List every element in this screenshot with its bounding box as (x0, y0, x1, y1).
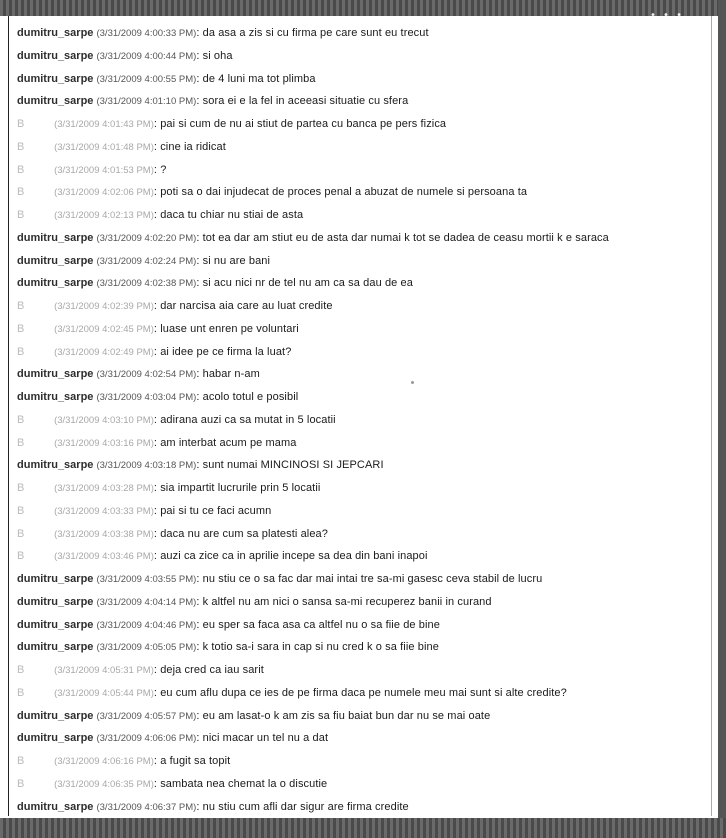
chat-message: dumitru_sarpe (3/31/2009 4:02:24 PM): si nu are bani (17, 254, 271, 267)
message-sender: B (17, 300, 25, 312)
chat-message: B (3/31/2009 4:01:53 PM): ? (17, 159, 707, 182)
message-sender: B (17, 413, 25, 426)
chat-message: dumitru_sarpe (3/31/2009 4:02:20 PM): tot ea dar am stiut eu de asta dar numai k tot se dadea de ceasu mortii k e saraca (17, 231, 609, 244)
chat-message: B (3/31/2009 4:03:28 PM): sia impartit lucrurile prin 5 locatii (17, 477, 707, 500)
message-sender: B (17, 209, 25, 221)
chat-message: dumitru_sarpe (3/31/2009 4:00:44 PM): si oha (17, 49, 233, 62)
message-timestamp: (3/31/2009 4:01:43 PM) (54, 119, 154, 130)
message-timestamp: (3/31/2009 4:05:44 PM) (54, 687, 154, 699)
chat-message: B (3/31/2009 4:03:33 PM): pai si tu ce faci acumn (17, 500, 707, 523)
message-timestamp: (3/31/2009 4:02:39 PM) (54, 301, 154, 312)
chat-message: B (3/31/2009 4:02:39 PM): dar narcisa aia care au luat credite (17, 295, 707, 318)
message-text: acolo totul e posibil (202, 391, 299, 403)
chat-message: dumitru_sarpe (3/31/2009 4:06:37 PM): nu stiu cum afli dar sigur are firma credite (17, 800, 409, 813)
message-sender: B (17, 527, 25, 540)
message-timestamp: (3/31/2009 4:05:05 PM) (96, 642, 197, 654)
message-sender: B (17, 118, 25, 130)
message-sender: dumitru_sarpe (17, 709, 94, 722)
chat-message: dumitru_sarpe (3/31/2009 4:00:55 PM): de 4 luni ma tot plimba (17, 72, 316, 85)
message-sender: dumitru_sarpe (17, 800, 94, 813)
message-text: am interbat acum pe mama (160, 436, 297, 449)
message-text: auzi ca zice ca in aprilie incepe sa dea din bani inapoi (160, 550, 428, 563)
message-sender: dumitru_sarpe (17, 595, 94, 608)
message-sender: dumitru_sarpe (17, 49, 94, 62)
message-sender: dumitru_sarpe (17, 368, 94, 381)
message-sender: B (17, 664, 25, 676)
message-sender: dumitru_sarpe (17, 254, 94, 267)
message-text: sia impartit lucrurile prin 5 locatii (160, 482, 321, 494)
message-text: si nu are bani (202, 254, 271, 267)
message-timestamp: (3/31/2009 4:03:16 PM) (54, 437, 154, 449)
message-text: a fugit sa topit (160, 755, 231, 767)
message-sender: B (17, 482, 25, 494)
message-timestamp: (3/31/2009 4:05:31 PM) (54, 665, 154, 676)
message-sender: dumitru_sarpe (17, 72, 94, 85)
message-text: tot ea dar am stiut eu de asta dar numai k tot se dadea de ceasu mortii k e saraca (202, 231, 609, 244)
message-timestamp: (3/31/2009 4:01:53 PM) (54, 164, 154, 176)
message-text: da asa a zis si cu firma pe care sunt eu trecut (202, 27, 429, 39)
message-text: eu sper sa faca asa ca altfel nu o sa fiie de bine (202, 618, 440, 631)
message-text: si acu nici nr de tel nu am ca sa dau de ea (202, 277, 413, 290)
message-sender: dumitru_sarpe (17, 391, 94, 403)
message-timestamp: (3/31/2009 4:02:06 PM) (54, 187, 154, 199)
message-timestamp: (3/31/2009 4:03:10 PM) (54, 414, 154, 426)
chat-message: dumitru_sarpe (3/31/2009 4:04:46 PM): eu sper sa faca asa ca altfel nu o sa fiie de bine (17, 618, 440, 631)
message-text: eu cum aflu dupa ce ies de pe firma daca pe numele meu mai sunt si alte credite? (160, 686, 567, 699)
chat-message: B (3/31/2009 4:05:31 PM): deja cred ca iau sarit (17, 659, 707, 682)
chat-message: B (3/31/2009 4:03:38 PM): daca nu are cum sa platesti alea? (17, 523, 707, 546)
message-list (17, 22, 707, 816)
chat-message: dumitru_sarpe (3/31/2009 4:02:38 PM): si acu nici nr de tel nu am ca sa dau de ea (17, 277, 413, 290)
message-text: k totio sa-i sara in cap si nu cred k o sa fiie bine (202, 641, 439, 654)
message-timestamp: (3/31/2009 4:03:38 PM) (54, 528, 154, 540)
message-sender: dumitru_sarpe (17, 641, 94, 654)
chat-message: dumitru_sarpe (3/31/2009 4:03:04 PM): acolo totul e posibil (17, 391, 299, 403)
message-timestamp: (3/31/2009 4:06:37 PM) (96, 801, 197, 813)
message-timestamp: (3/31/2009 4:03:33 PM) (54, 505, 154, 517)
message-timestamp: (3/31/2009 4:03:46 PM) (54, 551, 154, 563)
chat-log-panel[interactable] (8, 16, 712, 816)
message-sender: B (17, 186, 25, 199)
message-timestamp: (3/31/2009 4:00:55 PM) (96, 73, 197, 85)
message-sender: B (17, 686, 25, 699)
message-timestamp: (3/31/2009 4:03:55 PM) (96, 574, 197, 585)
chat-message: B (3/31/2009 4:05:44 PM): eu cum aflu dupa ce ies de pe firma daca pe numele meu mai sunt si alte credite? (17, 682, 707, 705)
message-sender: B (17, 163, 25, 176)
message-text: eu am lasat-o k am zis sa fiu baiat bun dar nu se mai oate (202, 709, 491, 722)
message-timestamp: (3/31/2009 4:03:28 PM) (54, 483, 154, 494)
chat-message: dumitru_sarpe (3/31/2009 4:05:05 PM): k totio sa-i sara in cap si nu cred k o sa fiie bine (17, 641, 439, 654)
message-sender: dumitru_sarpe (17, 27, 94, 39)
chat-message: B (3/31/2009 4:02:13 PM): daca tu chiar nu stiai de asta (17, 204, 707, 227)
message-sender: dumitru_sarpe (17, 231, 94, 244)
message-text: nu stiu ce o sa fac dar mai intai tre sa-mi gasesc ceva stabil de lucru (202, 573, 543, 585)
message-sender: B (17, 504, 25, 517)
message-text: cine ia ridicat (160, 140, 226, 153)
message-sender: B (17, 550, 25, 563)
message-timestamp: (3/31/2009 4:02:20 PM) (96, 232, 197, 244)
window-top-bar (0, 0, 726, 16)
chat-message: dumitru_sarpe (3/31/2009 4:03:55 PM): nu stiu ce o sa fac dar mai intai tre sa-mi gasesc ceva stabil de lucru (17, 573, 543, 585)
message-timestamp: (3/31/2009 4:00:33 PM) (96, 28, 197, 39)
message-timestamp: (3/31/2009 4:05:57 PM) (96, 710, 197, 722)
message-sender: dumitru_sarpe (17, 277, 94, 290)
message-text: sunt numai MINCINOSI SI JEPCARI (202, 459, 384, 472)
chat-message: B (3/31/2009 4:01:48 PM): cine ia ridicat (17, 136, 707, 159)
message-timestamp: (3/31/2009 4:03:04 PM) (96, 392, 197, 403)
chat-message: B (3/31/2009 4:03:10 PM): adirana auzi ca sa mutat in 5 locatii (17, 409, 707, 432)
message-sender: B (17, 777, 25, 790)
chat-message: dumitru_sarpe (3/31/2009 4:00:33 PM): da asa a zis si cu firma pe care sunt eu trecut (17, 27, 429, 39)
message-text: deja cred ca iau sarit (160, 664, 264, 676)
chat-message: dumitru_sarpe (3/31/2009 4:03:18 PM): sunt numai MINCINOSI SI JEPCARI (17, 459, 384, 472)
chat-message: dumitru_sarpe (3/31/2009 4:06:06 PM): nici macar un tel nu a dat (17, 732, 329, 745)
message-sender: dumitru_sarpe (17, 459, 94, 472)
chat-message: B (3/31/2009 4:02:06 PM): poti sa o dai injudecat de proces penal a abuzat de numele si persoana ta (17, 181, 707, 204)
window-bottom-bar (0, 818, 726, 838)
message-text: poti sa o dai injudecat de proces penal a abuzat de numele si persoana ta (160, 186, 528, 199)
message-timestamp: (3/31/2009 4:00:44 PM) (96, 50, 197, 62)
message-timestamp: (3/31/2009 4:01:48 PM) (54, 141, 154, 153)
message-timestamp: (3/31/2009 4:04:46 PM) (96, 619, 197, 631)
message-timestamp: (3/31/2009 4:02:45 PM) (54, 323, 154, 335)
chat-message: dumitru_sarpe (3/31/2009 4:05:57 PM): eu am lasat-o k am zis sa fiu baiat bun dar nu se mai oate (17, 709, 491, 722)
message-timestamp: (3/31/2009 4:02:54 PM) (96, 369, 197, 381)
chat-message: B (3/31/2009 4:02:45 PM): luase unt enren pe voluntari (17, 318, 707, 341)
window-right-edge (718, 0, 726, 838)
message-sender: B (17, 140, 25, 153)
chat-message: dumitru_sarpe (3/31/2009 4:02:54 PM): habar n-am (17, 368, 260, 381)
message-text: habar n-am (202, 368, 260, 381)
chat-message: B (3/31/2009 4:03:46 PM): auzi ca zice ca in aprilie incepe sa dea din bani inapoi (17, 545, 707, 568)
message-sender: B (17, 345, 25, 358)
message-sender: dumitru_sarpe (17, 618, 94, 631)
message-text: sambata nea chemat la o discutie (160, 777, 328, 790)
chat-message: dumitru_sarpe (3/31/2009 4:01:10 PM): sora ei e la fel in aceeasi situatie cu sfera (17, 95, 409, 108)
message-text: pai si cum de nu ai stiut de partea cu banca pe pers fizica (160, 118, 447, 130)
message-text: luase unt enren pe voluntari (160, 322, 299, 335)
message-text: ai idee pe ce firma la luat? (160, 345, 292, 358)
message-timestamp: (3/31/2009 4:06:06 PM) (96, 733, 197, 745)
message-timestamp: (3/31/2009 4:02:38 PM) (96, 278, 197, 290)
message-text: sora ei e la fel in aceeasi situatie cu sfera (202, 95, 409, 108)
message-sender: B (17, 436, 25, 449)
message-text: adirana auzi ca sa mutat in 5 locatii (160, 413, 336, 426)
chat-message: B (3/31/2009 4:06:16 PM): a fugit sa topit (17, 750, 707, 773)
message-text: nu stiu cum afli dar sigur are firma credite (202, 800, 409, 813)
message-sender: B (17, 322, 25, 335)
message-text: pai si tu ce faci acumn (160, 504, 272, 517)
message-sender: dumitru_sarpe (17, 95, 94, 108)
chat-message: B (3/31/2009 4:01:43 PM): pai si cum de nu ai stiut de partea cu banca pe pers fizica (17, 113, 707, 136)
message-timestamp: (3/31/2009 4:02:13 PM) (54, 210, 154, 221)
message-timestamp: (3/31/2009 4:02:49 PM) (54, 346, 154, 358)
message-text: daca tu chiar nu stiai de asta (160, 209, 304, 221)
message-sender: B (17, 755, 25, 767)
message-text: si oha (202, 49, 233, 62)
scan-speck (411, 381, 414, 384)
chat-message: B (3/31/2009 4:03:16 PM): am interbat acum pe mama (17, 432, 707, 455)
message-text: k altfel nu am nici o sansa sa-mi recuperez banii in curand (202, 595, 492, 608)
message-sender: dumitru_sarpe (17, 573, 94, 585)
chat-message: B (3/31/2009 4:02:49 PM): ai idee pe ce firma la luat? (17, 341, 707, 364)
message-timestamp: (3/31/2009 4:04:14 PM) (96, 596, 197, 608)
message-timestamp: (3/31/2009 4:06:16 PM) (54, 756, 154, 767)
message-text: ? (160, 163, 167, 176)
message-timestamp: (3/31/2009 4:01:10 PM) (96, 96, 197, 108)
message-timestamp: (3/31/2009 4:06:35 PM) (54, 778, 154, 790)
chat-message: B (3/31/2009 4:06:35 PM): sambata nea chemat la o discutie (17, 773, 707, 796)
message-text: daca nu are cum sa platesti alea? (160, 527, 328, 540)
message-timestamp: (3/31/2009 4:02:24 PM) (96, 255, 197, 267)
message-sender: dumitru_sarpe (17, 732, 94, 745)
message-text: de 4 luni ma tot plimba (202, 72, 316, 85)
message-text: nici macar un tel nu a dat (202, 732, 329, 745)
message-text: dar narcisa aia care au luat credite (160, 300, 333, 312)
message-timestamp: (3/31/2009 4:03:18 PM) (96, 460, 197, 472)
chat-message: dumitru_sarpe (3/31/2009 4:04:14 PM): k altfel nu am nici o sansa sa-mi recuperez banii in curand (17, 595, 492, 608)
